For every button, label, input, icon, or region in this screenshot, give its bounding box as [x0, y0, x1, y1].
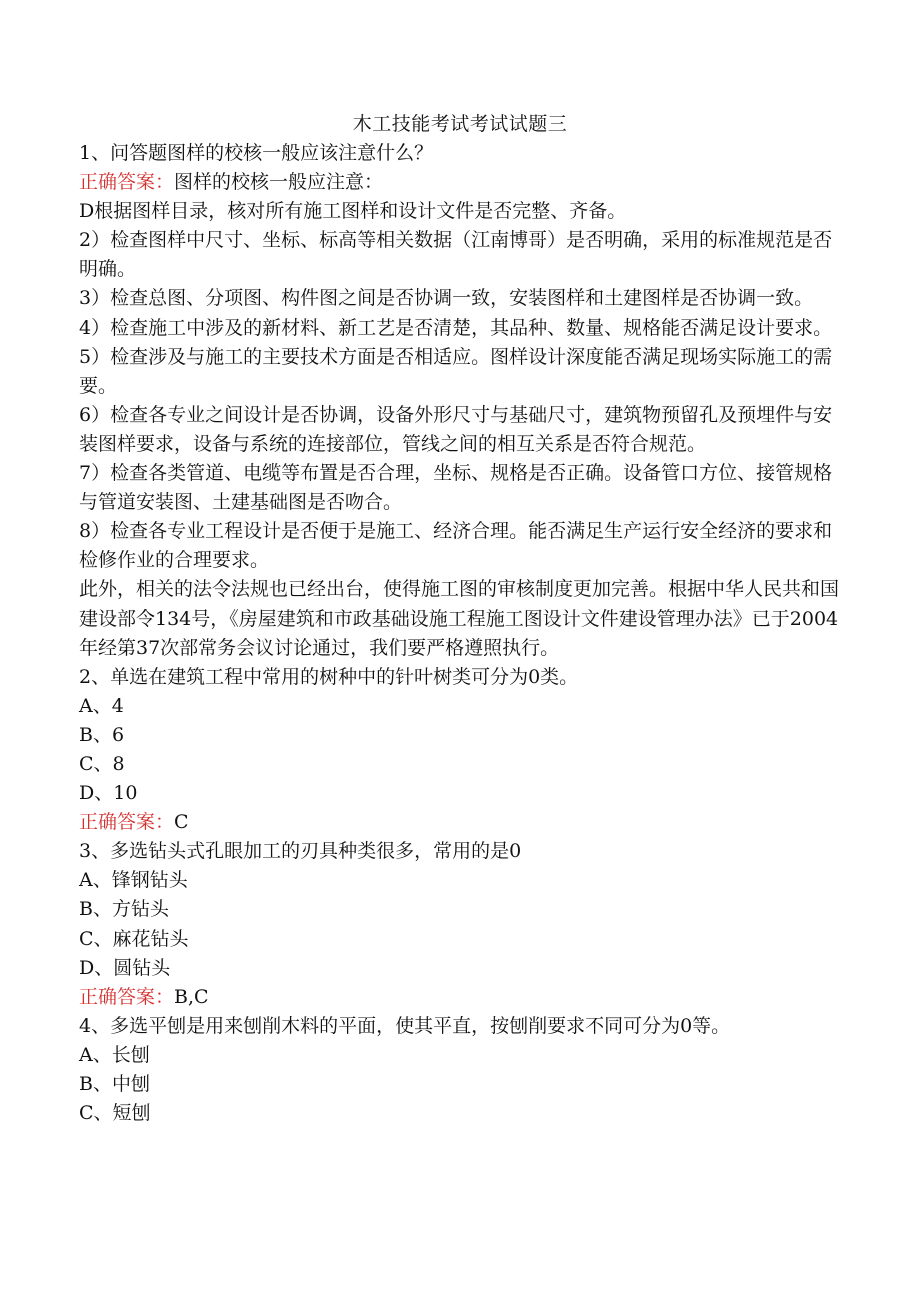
question-1-stem: 1、问答题图样的校核一般应该注意什么？ — [79, 142, 434, 164]
answer-line: 8）检查各专业工程设计是否便于是施工、经济合理。能否满足生产运行安全经济的要求和检修作业的合理要求。 — [79, 520, 833, 572]
question-2-stem: 2、单选在建筑工程中常用的树种中的针叶树类可分为0类。 — [79, 665, 579, 688]
option: B、方钻头 — [79, 898, 169, 921]
option: A、长刨 — [79, 1043, 150, 1066]
question-3-stem: 3、多选钻头式孔眼加工的刃具种类很多，常用的是0 — [79, 840, 522, 863]
option: C、短刨 — [79, 1102, 151, 1125]
answer-line: 5）检查涉及与施工的主要技术方面是否相适应。图样设计深度能否满足现场实际施工的需要。 — [79, 345, 833, 397]
answer-line: 6）检查各专业之间设计是否协调，设备外形尺寸与基础尺寸，建筑物预留孔及预埋件与安装图样要求，设备与系统的连接部位，管线之间的相互关系是否符合规范。 — [79, 403, 833, 455]
answer-label: 正确答案： — [79, 811, 175, 834]
question-3-answer — [79, 983, 839, 1012]
answer-value: B,C — [174, 985, 209, 1008]
answer-line: 3）检查总图、分项图、构件图之间是否协调一致，安装图样和土建图样是否协调一致。 — [79, 287, 814, 310]
answer-line: D根据图样目录，核对所有施工图样和设计文件是否完整、齐备。 — [79, 200, 627, 223]
question-4-stem: 4、多选平刨是用来刨削木料的平面，使其平直，按刨削要求不同可分为0等。 — [79, 1014, 731, 1037]
document-title: 木工技能考试考试试题三 — [352, 113, 568, 135]
answer-line: 4）检查施工中涉及的新材料、新工艺是否清楚，其品种、数量、规格能否满足设计要求。 — [79, 316, 833, 339]
answer-line: 此外，相关的法令法规也已经出台，使得施工图的审核制度更加完善。根据中华人民共和国建设部令134号，《房屋建筑和市政基础设施工程施工图设计文件建设管理办法》已于2004年经第37次部常务会议讨论通过，我们要严格遵照执行。 — [79, 578, 840, 659]
option: C、麻花钻头 — [79, 927, 189, 950]
document-body — [79, 139, 839, 1128]
answer-value: C — [174, 811, 189, 834]
option: D、圆钻头 — [79, 956, 171, 979]
option: C、8 — [79, 752, 125, 775]
option: D、10 — [79, 782, 138, 805]
option: A、锋钢钻头 — [79, 869, 188, 892]
question-2-answer — [79, 808, 839, 837]
answer-intro: 图样的校核一般应注意： — [174, 171, 384, 194]
question-1-answer — [79, 168, 839, 197]
answer-label: 正确答案： — [79, 985, 175, 1008]
option: A、4 — [79, 694, 124, 717]
answer-label: 正确答案： — [79, 171, 175, 194]
answer-line: 7）检查各类管道、电缆等布置是否合理，坐标、规格是否正确。设备管口方位、接管规格与管道安装图、土建基础图是否吻合。 — [79, 462, 833, 514]
answer-line: 2）检查图样中尺寸、坐标、标高等相关数据（江南博哥）是否明确，采用的标准规范是否明确。 — [79, 229, 833, 281]
option: B、6 — [79, 723, 125, 746]
option: B、中刨 — [79, 1073, 150, 1095]
